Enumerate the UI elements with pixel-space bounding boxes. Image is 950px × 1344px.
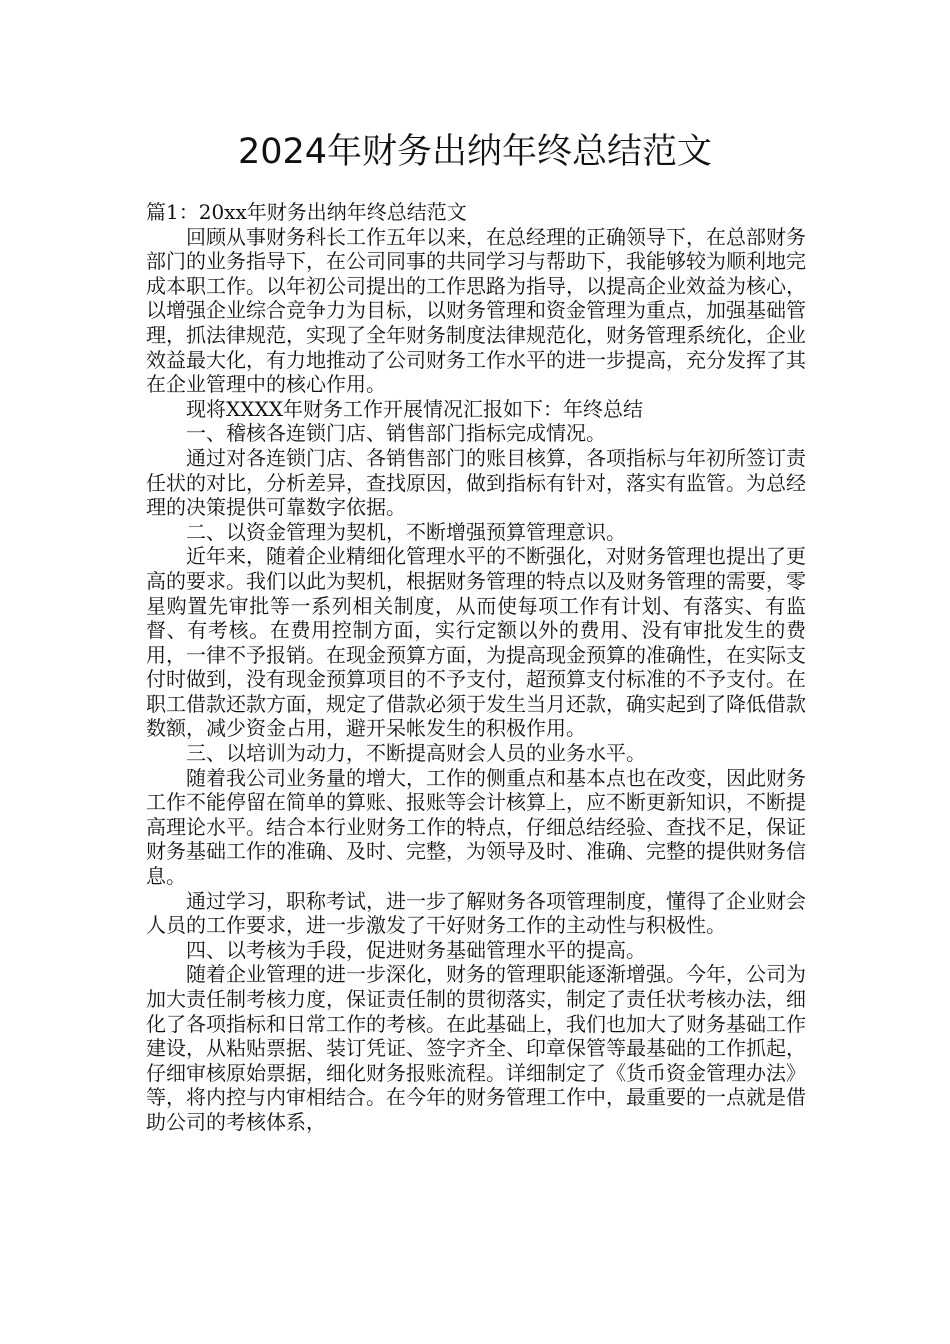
- document-body: [146, 200, 806, 1135]
- paragraph-item-3a: 随着我公司业务量的增大，工作的侧重点和基本点也在改变，因此财务工作不能停留在简单的算账、报账等会计核算上，应不断更新知识，不断提高理论水平。结合本行业财务工作的特点，仔细总结经验、查找不足，保证财务基础工作的准确、及时、完整，为领导及时、准确、完整的提供财务信息。: [146, 765, 806, 889]
- heading-item-4: 四、以考核为手段，促进财务基础管理水平的提高。: [186, 937, 646, 962]
- heading-item-1: 一、稽核各连锁门店、销售部门指标完成情况。: [186, 421, 606, 446]
- paragraph-item-4: 随着企业管理的进一步深化，财务的管理职能逐渐增强。今年，公司为加大责任制考核力度，保证责任制的贯彻落实，制定了责任状考核办法，细化了各项指标和日常工作的考核。在此基础上，我们也加大了财务基础工作建设，从粘贴票据、装订凭证、签字齐全、印章保管等最基础的工作抓起，仔细审核原始票据，细化财务报账流程。详细制定了《货币资金管理办法》等，将内控与内审相结合。在今年的财务管理工作中，最重要的一点就是借助公司的考核体系，: [146, 962, 806, 1134]
- heading-item-3: 三、以培训为动力，不断提高财会人员的业务水平。: [186, 741, 646, 766]
- section-heading: 篇1：20xx年财务出纳年终总结范文: [146, 200, 467, 224]
- paragraph-report-lead: 现将XXXX年财务工作开展情况汇报如下：年终总结: [186, 396, 643, 421]
- paragraph-item-1: 通过对各连锁门店、各销售部门的账目核算，各项指标与年初所签订责任状的对比，分析差异，查找原因，做到指标有针对，落实有监管。为总经理的决策提供可靠数字依据。: [146, 445, 806, 520]
- paragraph-item-3b: 通过学习，职称考试，进一步了解财务各项管理制度，懂得了企业财会人员的工作要求，进一步激发了干好财务工作的主动性与积极性。: [146, 888, 806, 938]
- document-title: 2024年财务出纳年终总结范文: [237, 132, 713, 172]
- paragraph-intro: 回顾从事财务科长工作五年以来，在总经理的正确领导下，在总部财务部门的业务指导下，在公司同事的共同学习与帮助下，我能够较为顺利地完成本职工作。以年初公司提出的工作思路为指导，以提高企业效益为核心，以增强企业综合竞争力为目标，以财务管理和资金管理为重点，加强基础管理，抓法律规范，实现了全年财务制度法律规范化，财务管理系统化，企业效益最大化，有力地推动了公司财务工作水平的进一步提高，充分发挥了其在企业管理中的核心作用。: [146, 224, 806, 397]
- paragraph-item-2: 近年来，随着企业精细化管理水平的不断强化，对财务管理也提出了更高的要求。我们以此为契机，根据财务管理的特点以及财务管理的需要，零星购置先审批等一系列相关制度，从而使每项工作有计划、有落实、有监督、有考核。在费用控制方面，实行定额以外的费用、没有审批发生的费用，一律不予报销。在现金预算方面，为提高现金预算的准确性，在实际支付时做到，没有现金预算项目的不予支付，超预算支付标准的不予支付。在职工借款还款方面，规定了借款必须于发生当月还款，确实起到了降低借款数额，减少资金占用，避开呆帐发生的积极作用。: [146, 544, 806, 741]
- heading-item-2: 二、以资金管理为契机，不断增强预算管理意识。: [186, 519, 626, 544]
